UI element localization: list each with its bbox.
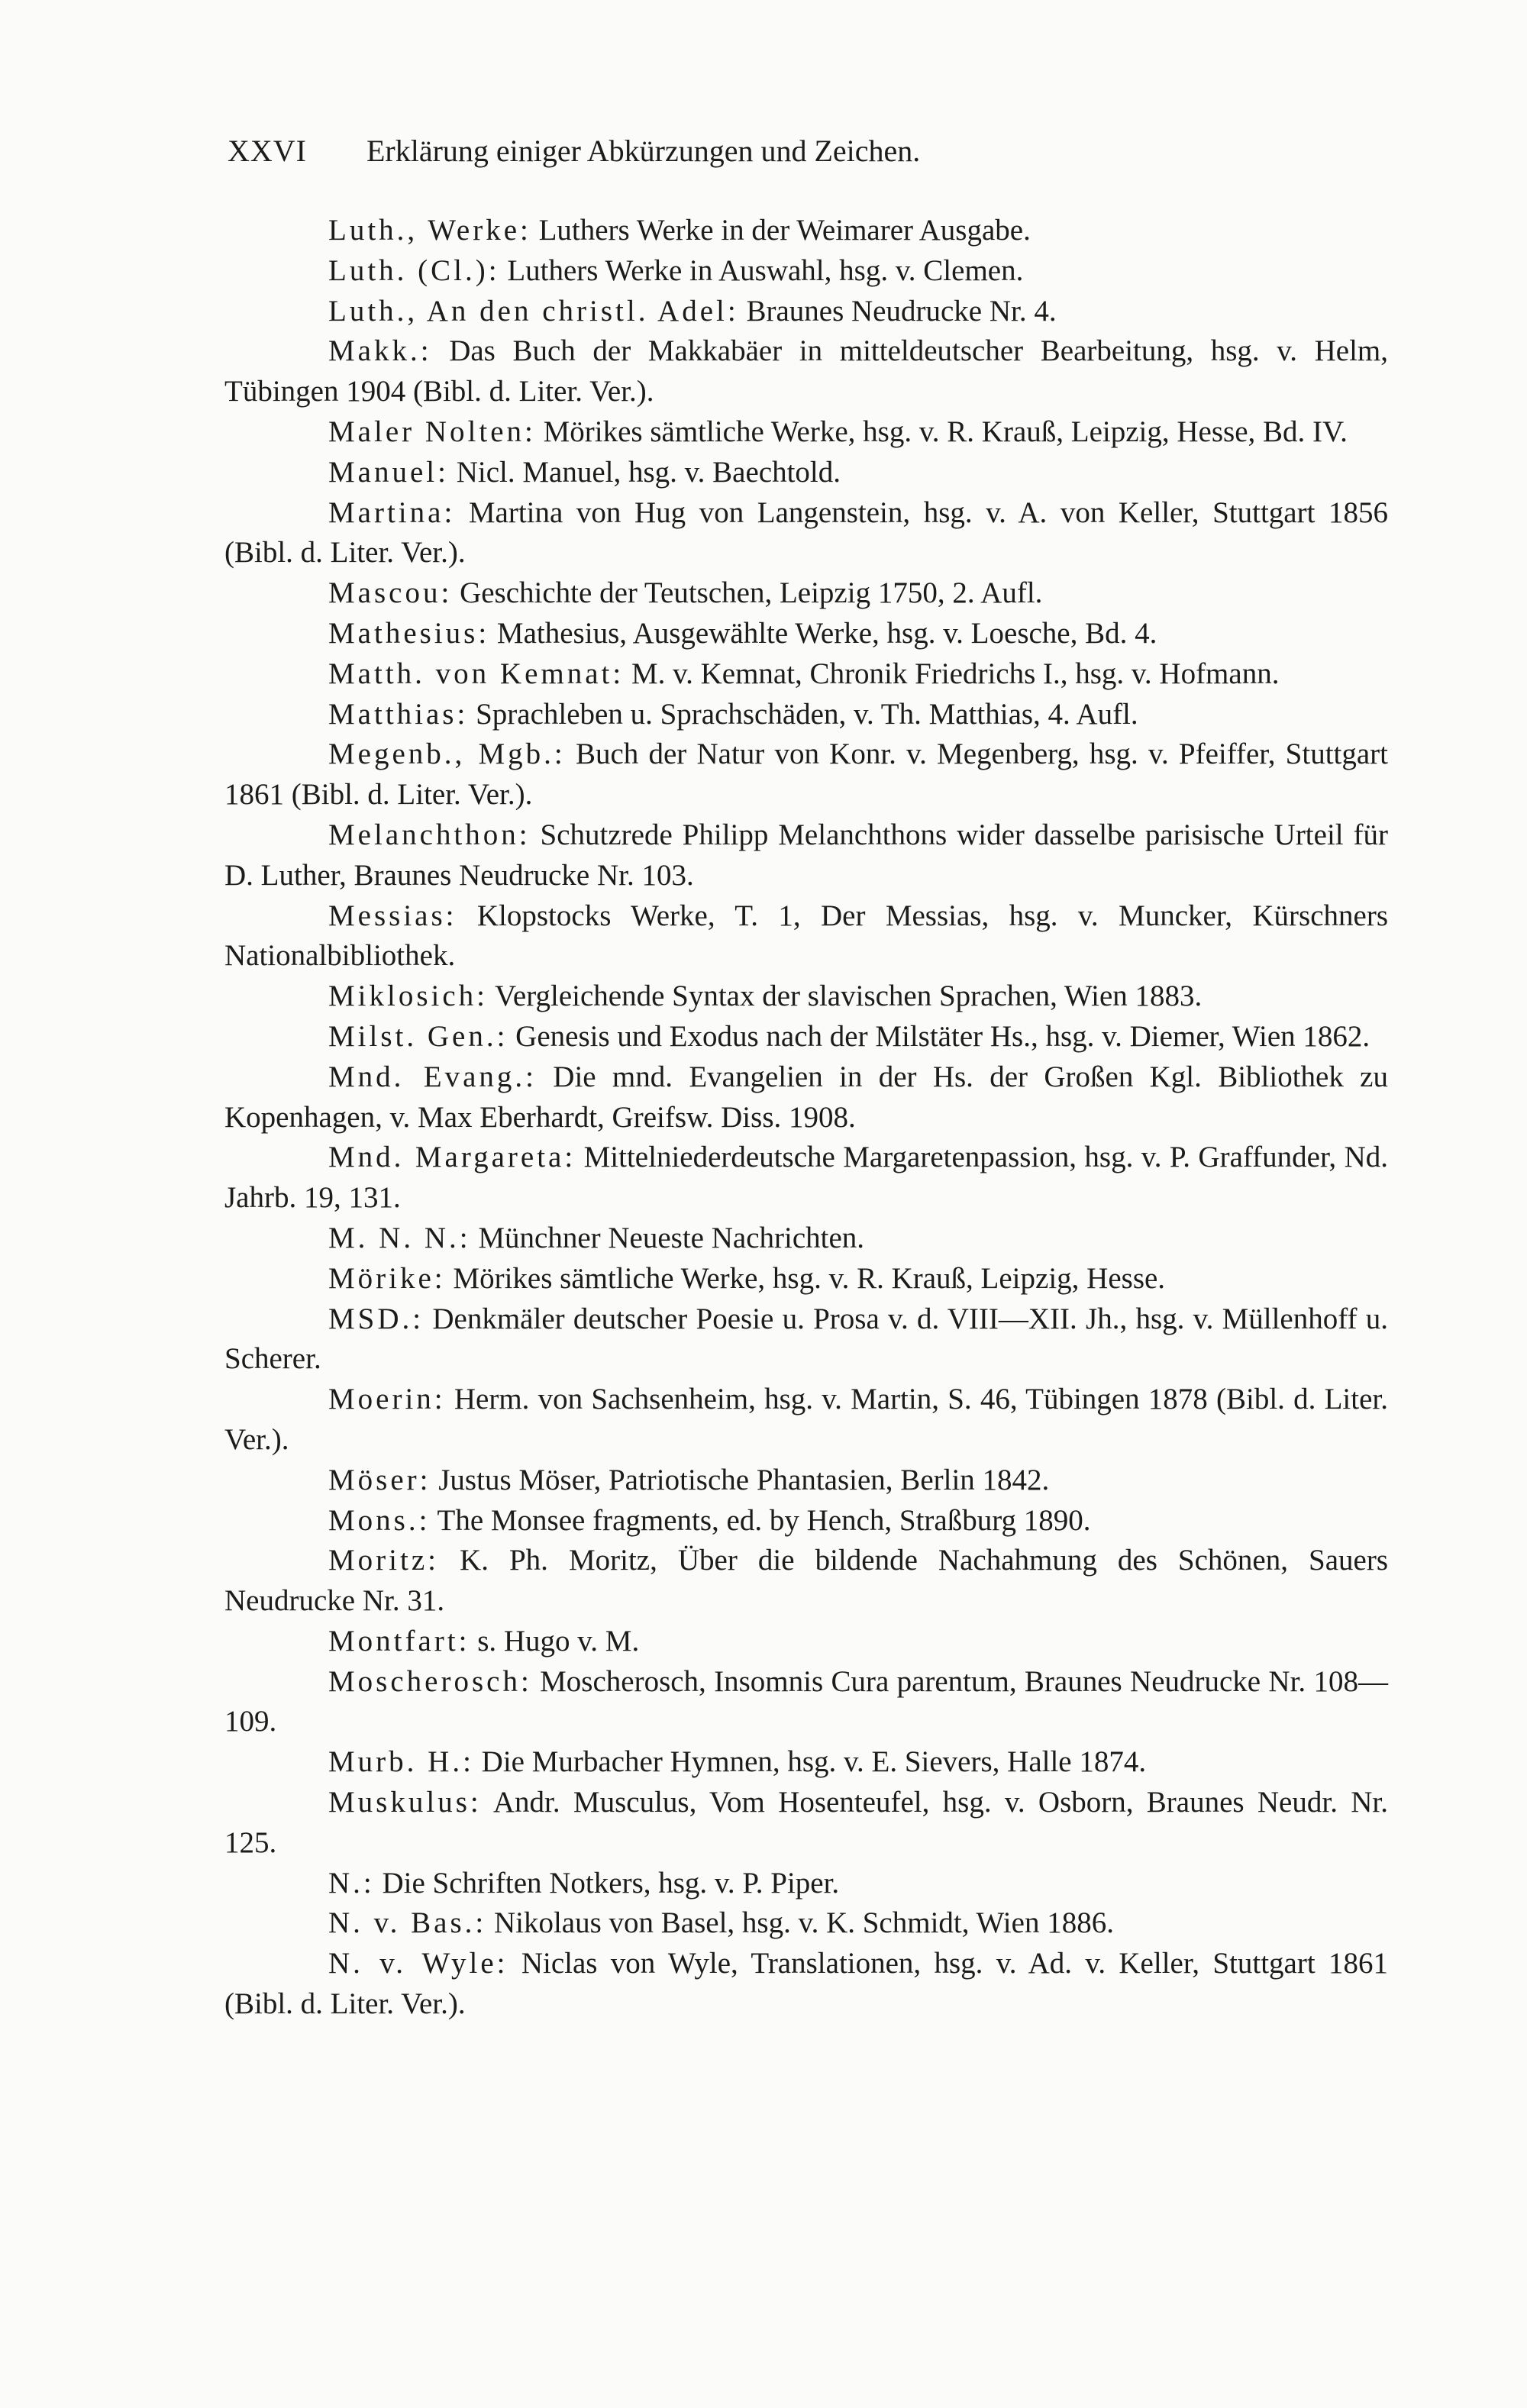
abbreviation-text: Genesis und Exodus nach der Milstäter Hs., hsg. v. Diemer, Wien 1862.: [508, 1019, 1370, 1053]
abbreviation-text: Andr. Musculus, Vom Hosenteufel, hsg. v. Osborn, Braunes Neudr. Nr. 125.: [224, 1786, 1388, 1859]
abbreviation-entry: [224, 976, 1388, 1017]
abbreviation-key: Melanchthon:: [328, 818, 531, 851]
page-header: [228, 128, 1388, 174]
abbreviation-text: Vergleichende Syntax der slavischen Sprachen, Wien 1883.: [488, 980, 1203, 1013]
abbreviation-key: Manuel:: [328, 455, 449, 489]
abbreviation-text: Mittelniederdeutsche Margaretenpassion, hsg. v. P. Graffunder, Nd. Jahrb. 19, 131.: [224, 1141, 1388, 1215]
abbreviation-key: Moerin:: [328, 1383, 446, 1416]
abbreviation-key: Mathesius:: [328, 616, 490, 650]
page-title: Erklärung einiger Abkürzungen und Zeichen.: [366, 134, 921, 168]
abbreviation-entry: [224, 331, 1388, 412]
abbreviation-text: Münchner Neueste Nachrichten.: [470, 1221, 865, 1254]
abbreviation-key: Makk.:: [328, 334, 432, 368]
abbreviation-entry: [224, 1219, 1388, 1259]
abbreviation-text: Die mnd. Evangelien in der Hs. der Großen Kgl. Bibliothek zu Kopenhagen, v. Max Eberhardt, Greifsw. Diss. 1908.: [224, 1060, 1388, 1134]
abbreviation-text: Die Schriften Notkers, hsg. v. P. Piper.: [374, 1866, 840, 1900]
abbreviation-text: M. v. Kemnat, Chronik Friedrichs I., hsg. v. Hofmann.: [624, 657, 1280, 690]
abbreviation-text: Buch der Natur von Konr. v. Megenberg, hsg. v. Pfeiffer, Stuttgart 1861 (Bibl. d. Liter. Ver.).: [224, 738, 1389, 812]
abbreviation-text: Niclas von Wyle, Translationen, hsg. v. Ad. v. Keller, Stuttgart 1861 (Bibl. d. Liter. Ver.).: [224, 1947, 1388, 2021]
abbreviation-key: Messias:: [328, 899, 457, 932]
abbreviation-key: Möser:: [328, 1463, 431, 1496]
abbreviation-entry: [224, 412, 1388, 453]
abbreviation-entry: [224, 815, 1388, 896]
abbreviation-key: Mnd. Margareta:: [328, 1141, 576, 1174]
abbreviation-text: Justus Möser, Patriotische Phantasien, Berlin 1842.: [431, 1463, 1050, 1496]
abbreviation-key: Matth. von Kemnat:: [328, 657, 625, 690]
abbreviation-key: N. v. Wyle:: [328, 1947, 508, 1980]
abbreviation-key: Moscherosch:: [328, 1664, 532, 1698]
abbreviation-text: s. Hugo v. M.: [470, 1624, 640, 1658]
abbreviation-key: Mörike:: [328, 1261, 446, 1295]
abbreviation-list: [224, 211, 1388, 2025]
abbreviation-key: Martina:: [328, 495, 456, 529]
abbreviation-key: Mons.:: [328, 1503, 431, 1537]
abbreviation-key: Montfart:: [328, 1624, 470, 1658]
abbreviation-key: N. v. Bas.:: [328, 1906, 487, 1940]
abbreviation-text: Das Buch der Makkabäer in mitteldeutscher Bearbeitung, hsg. v. Helm, Tübingen 1904 (Bibl. d. Liter. Ver.).: [224, 334, 1388, 408]
page-number: XXVI: [228, 134, 307, 168]
abbreviation-entry: [224, 292, 1388, 332]
abbreviation-entry: [224, 1622, 1388, 1662]
abbreviation-entry: [224, 896, 1388, 977]
abbreviation-text: Geschichte der Teutschen, Leipzig 1750, 2. Aufl.: [452, 576, 1043, 610]
abbreviation-text: Schutzrede Philipp Melanchthons wider dasselbe parisische Urteil für D. Luther, Braunes Neudrucke Nr. 103.: [224, 818, 1388, 892]
abbreviation-key: N.:: [328, 1866, 375, 1900]
abbreviation-entry: [224, 695, 1388, 735]
abbreviation-entry: [224, 1299, 1388, 1380]
abbreviation-entry: [224, 734, 1388, 815]
abbreviation-key: Mnd. Evang.:: [328, 1060, 537, 1093]
abbreviation-entry: [224, 493, 1388, 574]
abbreviation-text: Herm. von Sachsenheim, hsg. v. Martin, S. 46, Tübingen 1878 (Bibl. d. Liter. Ver.).: [224, 1383, 1388, 1456]
abbreviation-entry: [224, 1380, 1388, 1461]
abbreviation-text: Die Murbacher Hymnen, hsg. v. E. Sievers, Halle 1874.: [473, 1745, 1147, 1779]
abbreviation-key: Megenb., Mgb.:: [328, 738, 566, 771]
abbreviation-text: Moscherosch, Insomnis Cura parentum, Braunes Neudrucke Nr. 108—109.: [224, 1664, 1388, 1738]
abbreviation-entry: [224, 1057, 1388, 1138]
abbreviation-entry: [224, 573, 1388, 614]
abbreviation-key: Miklosich:: [328, 980, 489, 1013]
abbreviation-entry: [224, 1259, 1388, 1299]
abbreviation-key: MSD.:: [328, 1302, 425, 1335]
abbreviation-key: Milst. Gen.:: [328, 1019, 508, 1053]
abbreviation-text: Nicl. Manuel, hsg. v. Baechtold.: [448, 455, 841, 489]
abbreviation-entry: [224, 614, 1388, 654]
abbreviation-text: Denkmäler deutscher Poesie u. Prosa v. d. VIII—XII. Jh., hsg. v. Müllenhoff u. Scherer.: [224, 1302, 1388, 1376]
abbreviation-text: Luthers Werke in Auswahl, hsg. v. Clemen.: [499, 253, 1024, 287]
abbreviation-key: Mascou:: [328, 576, 453, 610]
abbreviation-entry: [224, 1742, 1388, 1783]
abbreviation-entry: [224, 1017, 1388, 1057]
abbreviation-key: Muskulus:: [328, 1786, 482, 1819]
abbreviation-text: Sprachleben u. Sprachschäden, v. Th. Matthias, 4. Aufl.: [468, 697, 1138, 731]
abbreviation-text: Luthers Werke in der Weimarer Ausgabe.: [531, 214, 1031, 247]
abbreviation-text: Mörikes sämtliche Werke, hsg. v. R. Krauß, Leipzig, Hesse.: [445, 1261, 1166, 1295]
abbreviation-entry: [224, 251, 1388, 292]
abbreviation-entry: [224, 1944, 1388, 2025]
abbreviation-text: Martina von Hug von Langenstein, hsg. v. A. von Keller, Stuttgart 1856 (Bibl. d. Liter. Ver.).: [224, 495, 1388, 570]
abbreviation-entry: [224, 1903, 1388, 1944]
abbreviation-text: Braunes Neudrucke Nr. 4.: [738, 294, 1057, 328]
abbreviation-key: Maler Nolten:: [328, 415, 536, 448]
abbreviation-text: Mathesius, Ausgewählte Werke, hsg. v. Loesche, Bd. 4.: [489, 616, 1157, 650]
abbreviation-entry: [224, 654, 1388, 695]
abbreviation-text: Klopstocks Werke, T. 1, Der Messias, hsg. v. Muncker, Kürschners Nationalbibliothek.: [224, 899, 1388, 973]
abbreviation-text: Mörikes sämtliche Werke, hsg. v. R. Krauß, Leipzig, Hesse, Bd. IV.: [535, 415, 1348, 448]
abbreviation-key: Moritz:: [328, 1544, 439, 1577]
abbreviation-key: Luth. (Cl.):: [328, 253, 500, 287]
abbreviation-entry: [224, 1138, 1388, 1219]
abbreviation-entry: [224, 211, 1388, 251]
abbreviation-key: Luth., Werke:: [328, 214, 531, 247]
abbreviation-entry: [224, 1783, 1388, 1864]
abbreviation-entry: [224, 1461, 1388, 1501]
abbreviation-key: Luth., An den christl. Adel:: [328, 294, 739, 328]
abbreviation-key: M. N. N.:: [328, 1221, 471, 1254]
abbreviation-entry: [224, 1662, 1388, 1743]
abbreviation-key: Matthias:: [328, 697, 469, 731]
abbreviation-text: The Monsee fragments, ed. by Hench, Straßburg 1890.: [430, 1503, 1091, 1537]
abbreviation-entry: [224, 1864, 1388, 1904]
abbreviation-entry: [224, 1501, 1388, 1541]
abbreviation-entry: [224, 1541, 1388, 1622]
abbreviation-key: Murb. H.:: [328, 1745, 474, 1779]
abbreviation-entry: [224, 453, 1388, 493]
abbreviation-text: Nikolaus von Basel, hsg. v. K. Schmidt, Wien 1886.: [486, 1906, 1114, 1940]
abbreviation-text: K. Ph. Moritz, Über die bildende Nachahmung des Schönen, Sauers Neudrucke Nr. 31.: [224, 1544, 1388, 1618]
